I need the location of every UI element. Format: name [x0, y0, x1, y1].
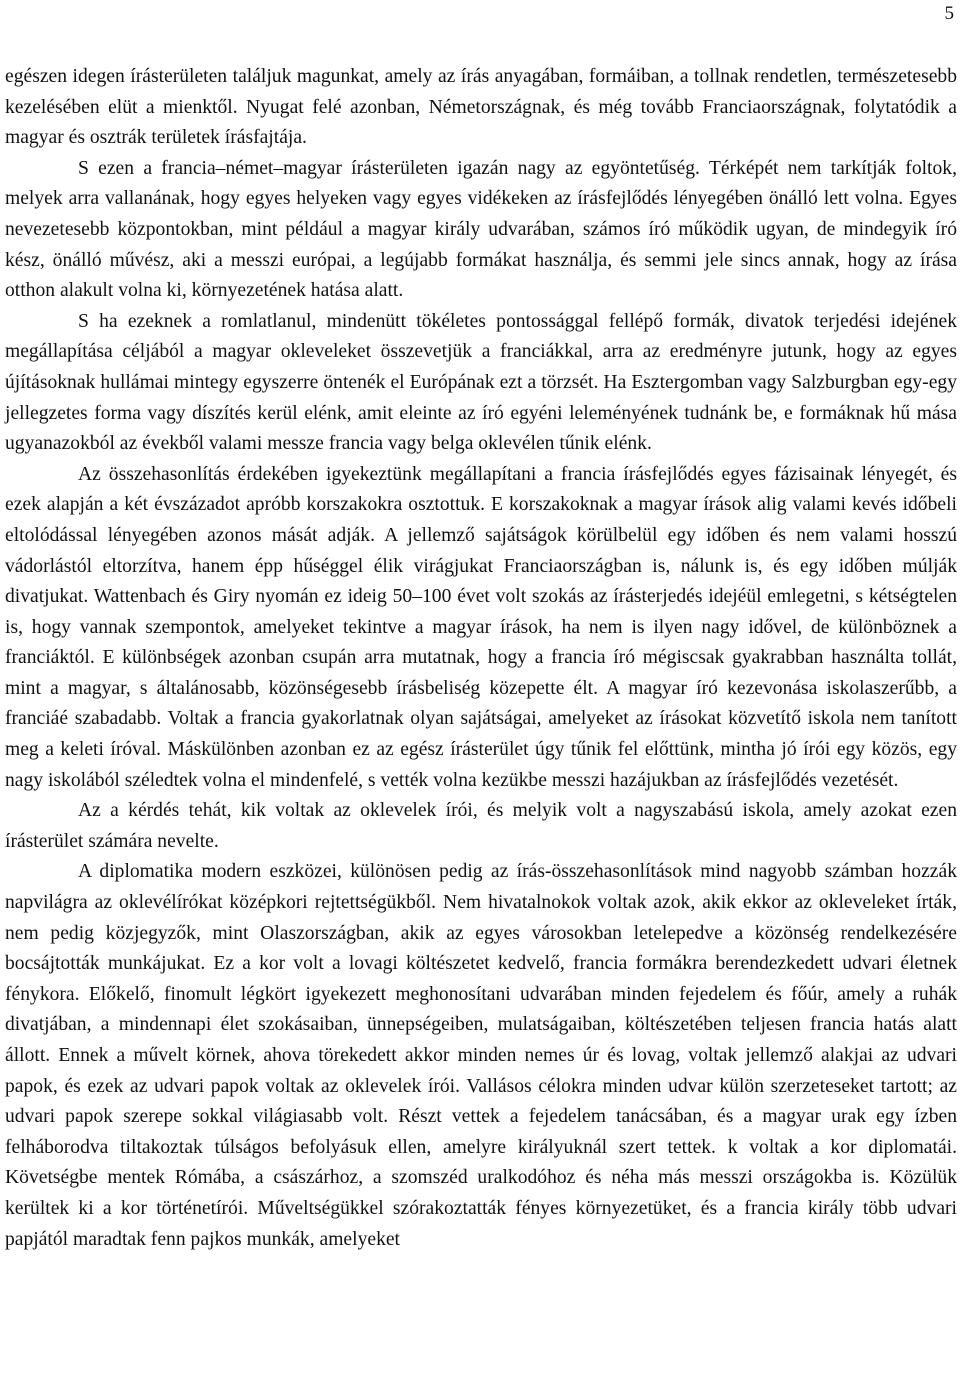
paragraph-2: S ezen a francia–német–magyar írásterületen igazán nagy az egyöntetűség. Térképét nem tarkítják foltok, melyek arra vallanának, hogy egyes helyeken vagy egyes vidékeken az írásfejlődés lényegében önálló lett volna. Egyes nevezetesebb központokban, mint például a magyar király udvarában, számos író működik ugyan, de mindegyik író kész, önálló művész, aki a messzi európai, a legújabb formákat használja, és semmi jele sincs annak, hogy az írása otthon alakult volna ki, környezetének hatása alatt. [5, 157, 957, 302]
paragraph-5: Az a kérdés tehát, kik voltak az oklevelek írói, és melyik volt a nagyszabású iskola, amely azokat ezen írásterület számára nevelte. [5, 800, 957, 852]
page-number: 5 [944, 3, 954, 24]
paragraph-4: Az összehasonlítás érdekében igyekeztünk megállapítani a francia írásfejlődés egyes fázisainak lényegét, és ezek alapján a két évszázadot apróbb korszakokra osztottuk. E korszakoknak a magyar írások alig valami kevés időbeli eltolódással lényegében azonos mását adják. A jellemző sajátságok körülbelül egy időben és nem valami hosszú vádorlástól eltorzítva, hanem épp hűséggel élik virágjukat Franciaországban is, nálunk is, és egy időben múlják divatjukat. Wattenbach és Giry nyomán ez ideig 50–100 évet volt szokás az írásterjedés idejéül emlegetni, s kétségtelen is, hogy vannak szempontok, amelyeket tekintve a magyar írások, ha nem is ilyen nagy idővel, de különböznek a franciáktól. E különbségek azonban csupán arra mutatnak, hogy a francia író mégiscsak gyakrabban használta tollát, mint a magyar, s általánosabb, közönségesebb írásbeliség közepette élt. A magyar író kezevonása iskolaszerűbb, a franciáé szabadabb. Voltak a francia gyakorlatnak olyan sajátságai, amelyeket az írásokat közvetítő iskola nem tanított meg a keleti íróval. Máskülönben azonban ez az egész írásterület úgy tűnik fel előttünk, mintha jó írói egy közös, egy nagy iskolából széledtek volna el mindenfelé, s vették volna kezükbe messzi hazájukban az írásfejlődés vezetését. [5, 463, 957, 791]
paragraph-6: A diplomatika modern eszközei, különösen pedig az írás-összehasonlítások mind nagyobb számban hozzák napvilágra az oklevélírókat középkori rejtettségükből. Nem hivatalnokok voltak azok, akik ekkor az okleveleket írták, nem pedig közjegyzők, mint Olaszországban, akik az egyes városokban letelepedve a közönség rendelkezésére bocsájtották munkájukat. Ez a kor volt a lovagi költészetet kedvelő, francia formákra berendezkedett udvari életnek fénykora. Előkelő, finomult légkört igyekezett meghonosítani udvarában minden fejedelem és főúr, amely a ruhák divatjában, a mindennapi élet szokásaiban, ünnepségeiben, mulatságaiban, költészetében teljesen francia hatás alatt állott. Ennek a művelt körnek, ahova törekedett akkor minden nemes úr és lovag, voltak jellemző alakjai az udvari papok, és ezek az udvari papok voltak az oklevelek írói. Vallásos célokra minden udvar külön szerzeteseket tartott; az udvari papok szerepe sokkal világiasabb volt. Részt vettek a fejedelem tanácsában, és a magyar urak egy ízben felháborodva tiltakoztak túlságos befolyásuk ellen, amelyre királyuknál szert tettek. k voltak a kor diplomatái. Követségbe mentek Rómába, a császárhoz, a szomszéd uralkodóhoz és néha más messzi országokba is. Közülük kerültek ki a kor történetírói. Műveltségükkel szórakoztatták fényes környezetüket, és a francia király több udvari papjától maradtak fenn pajkos munkák, amelyeket [5, 861, 957, 1250]
document-body [5, 62, 957, 1255]
paragraph-3: S ha ezeknek a romlatlanul, mindenütt tökéletes pontossággal fellépő formák, divatok terjedési idejének megállapítása céljából a magyar okleveleket összevetjük a franciákkal, arra az eredményre jutunk, hogy az egyes újításoknak hullámai mintegy egyszerre öntenék el Európának ezt a törzsét. Ha Esztergomban vagy Salzburgban egy-egy jellegzetes forma vagy díszítés kerül elénk, amit eleinte az író egyéni leleményének tudnánk be, e formáknak hű mása ugyanazokból az évekből valami messze francia vagy belga oklevélen tűnik elénk. [5, 310, 957, 455]
paragraph-1: egészen idegen írásterületen találjuk magunkat, amely az írás anyagában, formáiban, a tollnak rendetlen, természetesebb kezelésében elüt a mienktől. Nyugat felé azonban, Németországnak, és még tovább Franciaországnak, folytatódik a magyar és osztrák területek írásfajtája. [5, 66, 957, 149]
